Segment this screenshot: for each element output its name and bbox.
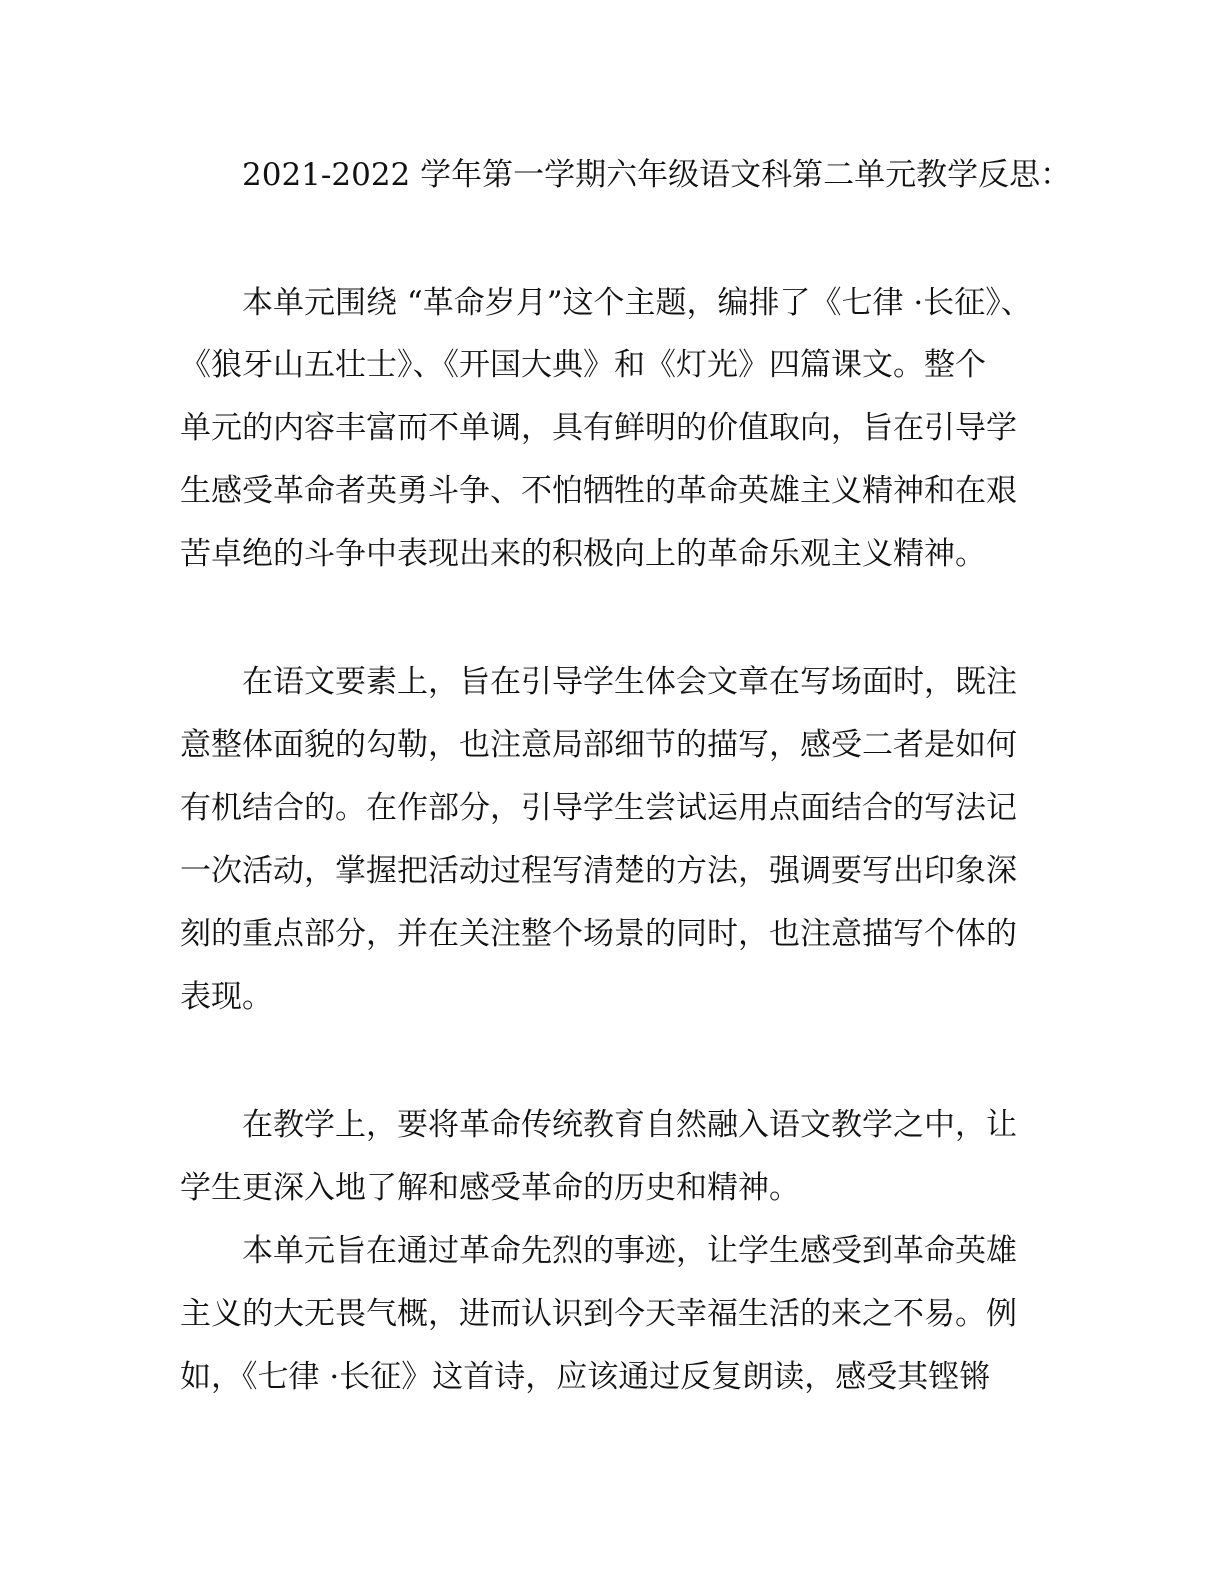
paragraph-2-line-5: 刻的重点部分，并在关注整个场景的同时，也注意描写个体的 — [180, 916, 1017, 952]
paragraph-1-line-2: 《狼牙山五壮士》、《开国大典》和《灯光》四篇课文。整个 — [180, 347, 986, 383]
paragraph-3-line-1: 在教学上，要将革命传统教育自然融入语文教学之中，让 — [242, 1107, 1017, 1143]
paragraph-2-line-1: 在语文要素上，旨在引导学生体会文章在写场面时，既注 — [242, 664, 1017, 700]
paragraph-4-line-1: 本单元旨在通过革命先烈的事迹，让学生感受到革命英雄 — [242, 1233, 1017, 1269]
paragraph-1-line-3: 单元的内容丰富而不单调，具有鲜明的价值取向，旨在引导学 — [180, 410, 1017, 446]
paragraph-2-line-3: 有机结合的。在作部分，引导学生尝试运用点面结合的写法记 — [180, 790, 1017, 826]
paragraph-2-line-6: 表现。 — [180, 979, 273, 1015]
paragraph-1-line-4: 生感受革命者英勇斗争、不怕牺牲的革命英雄主义精神和在艰 — [180, 473, 1017, 509]
paragraph-2-line-2: 意整体面貌的勾勒，也注意局部细节的描写，感受二者是如何 — [180, 727, 1017, 763]
paragraph-3-line-2: 学生更深入地了解和感受革命的历史和精神。 — [180, 1170, 800, 1206]
paragraph-1-line-5: 苦卓绝的斗争中表现出来的积极向上的革命乐观主义精神。 — [180, 536, 986, 572]
paragraph-2-line-4: 一次活动，掌握把活动过程写清楚的方法，强调要写出印象深 — [180, 853, 1017, 889]
paragraph-4-line-3: 如，《七律 ·长征》这首诗，应该通过反复朗读，感受其铿锵 — [180, 1359, 991, 1395]
paragraph-4-line-2: 主义的大无畏气概，进而认识到今天幸福生活的来之不易。例 — [180, 1296, 1017, 1332]
document-title: 2021-2022 学年第一学期六年级语文科第二单元教学反思： — [242, 157, 1072, 193]
paragraph-1-line-1: 本单元围绕 “革命岁月”这个主题，编排了《七律 ·长征》、 — [242, 285, 1032, 321]
